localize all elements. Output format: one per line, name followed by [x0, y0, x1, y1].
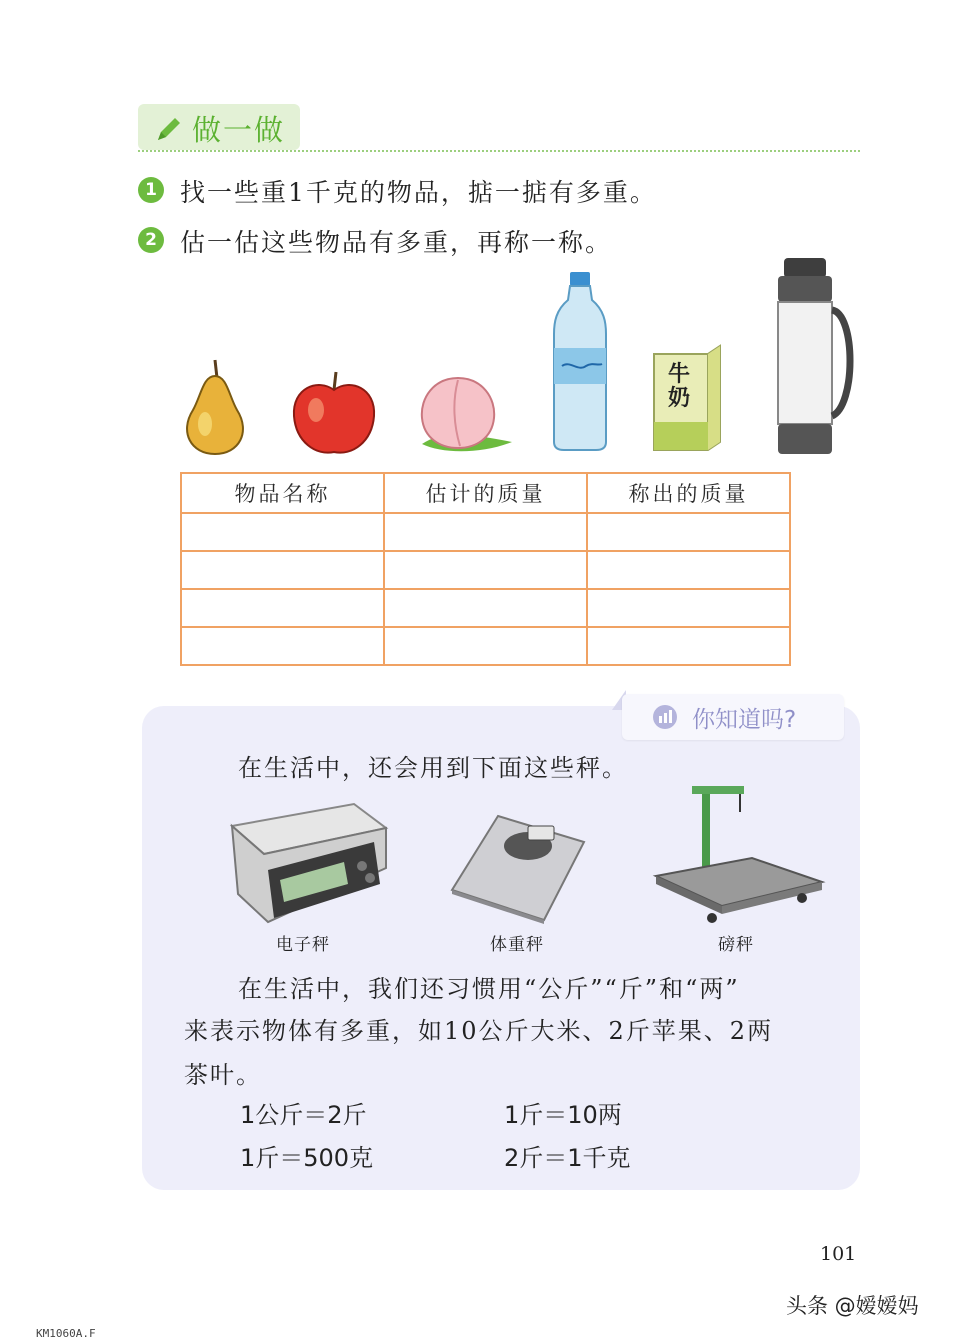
water-bottle-icon [552, 270, 608, 452]
electronic-scale-icon [224, 798, 390, 926]
table-row [181, 513, 790, 551]
table-cell [384, 551, 587, 589]
table-cell [384, 627, 587, 665]
table-row [181, 551, 790, 589]
page-number: 101 [820, 1243, 857, 1265]
apple-icon [288, 368, 380, 458]
table-cell [587, 551, 790, 589]
milk-label-line-1: 牛 [668, 361, 691, 387]
header-measured-mass: 称出的质量 [587, 473, 790, 513]
equation-jin-liang: 1斤＝10两 [504, 1101, 622, 1129]
caption-body-scale: 体重秤 [490, 935, 544, 955]
watermark: 头条 @嫒嫒妈 [786, 1294, 919, 1318]
task-1-text: 找一些重1千克的物品，掂一掂有多重。 [180, 178, 657, 207]
task-number-1: 1 [138, 177, 164, 203]
table-row [181, 589, 790, 627]
milk-label-line-2: 奶 [668, 385, 691, 411]
table-cell [384, 589, 587, 627]
task-2-text: 估一估这些物品有多重，再称一称。 [180, 228, 613, 257]
info-tab-title: 你知道吗? [692, 707, 797, 733]
info-paragraph-line-3: 茶叶。 [184, 1061, 262, 1089]
platform-scale-icon [652, 782, 826, 924]
table-cell [181, 627, 384, 665]
table-header-row [181, 473, 790, 513]
caption-platform-scale: 磅秤 [718, 935, 754, 955]
pear-icon [175, 352, 255, 457]
task-number-2: 2 [138, 227, 164, 253]
info-paragraph-line-1: 在生活中，我们还习惯用“公斤”“斤”和“两” [238, 975, 740, 1003]
table-cell [181, 551, 384, 589]
info-intro: 在生活中，还会用到下面这些秤。 [238, 754, 628, 782]
caption-electronic-scale: 电子秤 [276, 935, 330, 955]
table-cell [181, 513, 384, 551]
peach-icon [412, 372, 516, 454]
table-cell [587, 513, 790, 551]
table-row [181, 627, 790, 665]
section-title: 做一做 [192, 113, 286, 147]
equation-gongjin-jin: 1公斤＝2斤 [240, 1101, 367, 1129]
chart-bars-icon [652, 704, 678, 730]
body-scale-icon [448, 812, 590, 924]
table-cell [384, 513, 587, 551]
pencil-icon [154, 114, 184, 144]
table-cell [587, 627, 790, 665]
header-estimated-mass: 估计的质量 [384, 473, 587, 513]
table-cell [587, 589, 790, 627]
thermos-icon [772, 256, 860, 456]
divider [138, 150, 860, 152]
print-code: KM1060A.F [36, 1327, 96, 1340]
info-paragraph-line-2: 来表示物体有多重，如10公斤大米、2斤苹果、2两 [184, 1017, 774, 1045]
record-table [180, 472, 791, 666]
header-item-name: 物品名称 [181, 473, 384, 513]
milk-label [668, 362, 690, 410]
table-cell [181, 589, 384, 627]
equation-jin-kilogram: 2斤＝1千克 [504, 1144, 631, 1172]
equation-jin-gram: 1斤＝500克 [240, 1144, 374, 1172]
